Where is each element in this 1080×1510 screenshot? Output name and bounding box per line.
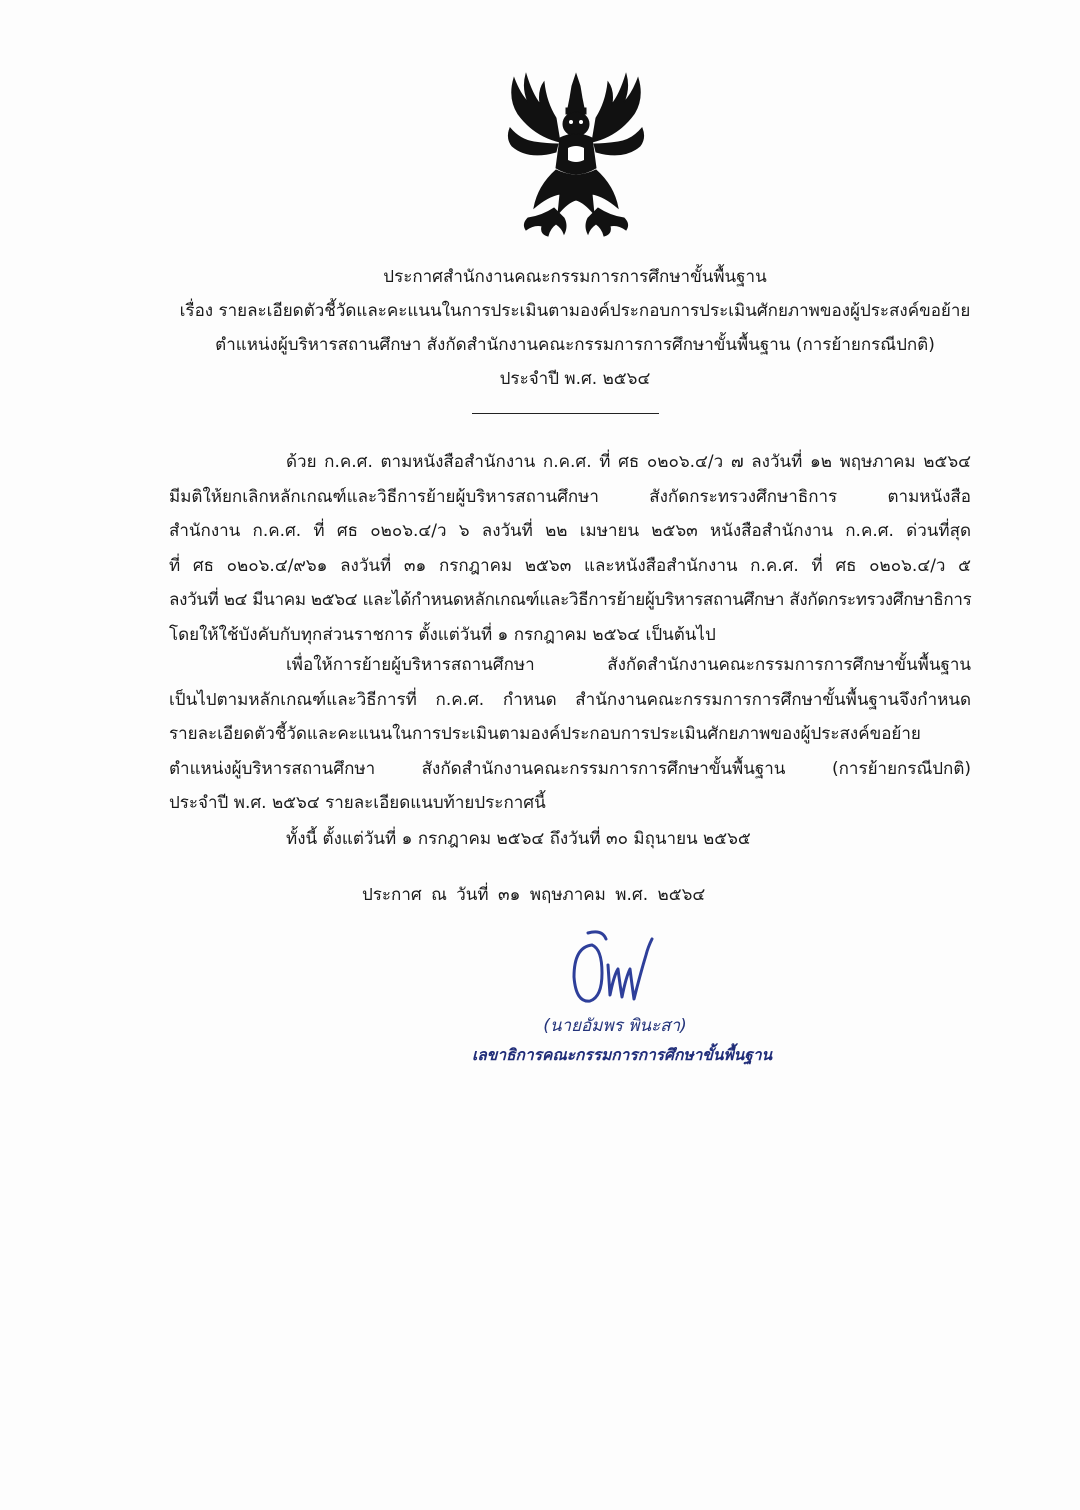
effective-period: ทั้งนี้ ตั้งแต่วันที่ ๑ กรกฎาคม ๒๕๖๔ ถึงวันที่ ๓๐ มิถุนายน ๒๕๖๕: [286, 829, 751, 849]
signer-title: เลขาธิการคณะกรรมการการศึกษาขั้นพื้นฐาน: [472, 1046, 773, 1064]
header-subject: เรื่อง รายละเอียดตัวชี้วัดและคะแนนในการประเมินตามองค์ประกอบการประเมินศักยภาพของผู้ประสงค์ขอย้าย: [179, 301, 971, 321]
paragraph-line: ด้วย ก.ค.ศ. ตามหนังสือสำนักงาน ก.ค.ศ. ที่ ศธ ๐๒๐๖.๔/ว ๗ ลงวันที่ ๑๒ พฤษภาคม ๒๕๖๔: [286, 452, 971, 472]
paragraph-line: เพื่อให้การย้ายผู้บริหารสถานศึกษา สังกัดสำนักงานคณะกรรมการการศึกษาขั้นพื้นฐาน: [286, 655, 971, 675]
paragraph-line: เป็นไปตามหลักเกณฑ์และวิธีการที่ ก.ค.ศ. กำหนด สำนักงานคณะกรรมการการศึกษาขั้นพื้นฐานจึงกำหนด: [169, 689, 971, 710]
signer-name: (นายอัมพร พินะสา): [543, 1016, 687, 1036]
paragraph-line: มีมติให้ยกเลิกหลักเกณฑ์และวิธีการย้ายผู้บริหารสถานศึกษา สังกัดกระทรวงศึกษาธิการ ตามหนังสือ: [169, 486, 971, 507]
paragraph-line: รายละเอียดตัวชี้วัดและคะแนนในการประเมินตามองค์ประกอบการประเมินศักยภาพของผู้ประสงค์ขอย้าย: [169, 724, 921, 744]
body-paragraph-2: [169, 648, 971, 821]
header-year: ประจำปี พ.ศ. ๒๕๖๔: [499, 369, 651, 389]
header-divider: [472, 413, 659, 414]
paragraph-line: ลงวันที่ ๒๔ มีนาคม ๒๕๖๔ และได้กำหนดหลักเกณฑ์และวิธีการย้ายผู้บริหารสถานศึกษา สังกัดกระทรวงศึกษาธิการ: [169, 590, 972, 610]
header-issuer: ประกาศสำนักงานคณะกรรมการการศึกษาขั้นพื้นฐาน: [383, 267, 767, 287]
announcement-header: [150, 260, 1000, 396]
paragraph-line: ตำแหน่งผู้บริหารสถานศึกษา สังกัดสำนักงานคณะกรรมการการศึกษาขั้นพื้นฐาน (การย้ายกรณีปกติ): [169, 758, 971, 779]
paragraph-line: ที่ ศธ ๐๒๐๖.๔/๙๖๑ ลงวันที่ ๓๑ กรกฎาคม ๒๕๖๓ และหนังสือสำนักงาน ก.ค.ศ. ที่ ศธ ๐๒๐๖.๔/ว ๕: [169, 555, 971, 576]
paragraph-line: โดยให้ใช้บังคับกับทุกส่วนราชการ ตั้งแต่วันที่ ๑ กรกฎาคม ๒๕๖๔ เป็นต้นไป: [169, 624, 716, 645]
handwritten-signature: [562, 925, 672, 1025]
header-subject-cont: ตำแหน่งผู้บริหารสถานศึกษา สังกัดสำนักงานคณะกรรมการการศึกษาขั้นพื้นฐาน (การย้ายกรณีปกติ): [215, 335, 935, 355]
body-paragraph-1: [169, 445, 971, 652]
paragraph-line: ประจำปี พ.ศ. ๒๕๖๔ รายละเอียดแนบท้ายประกาศนี้: [169, 793, 546, 813]
announcement-date: ประกาศ ณ วันที่ ๓๑ พฤษภาคม พ.ศ. ๒๕๖๔: [362, 885, 706, 905]
garuda-emblem-icon: [498, 68, 654, 240]
paragraph-line: สำนักงาน ก.ค.ศ. ที่ ศธ ๐๒๐๖.๔/ว ๖ ลงวันที่ ๒๒ เมษายน ๒๕๖๓ หนังสือสำนักงาน ก.ค.ศ. ด่วนที่สุด: [169, 521, 971, 541]
